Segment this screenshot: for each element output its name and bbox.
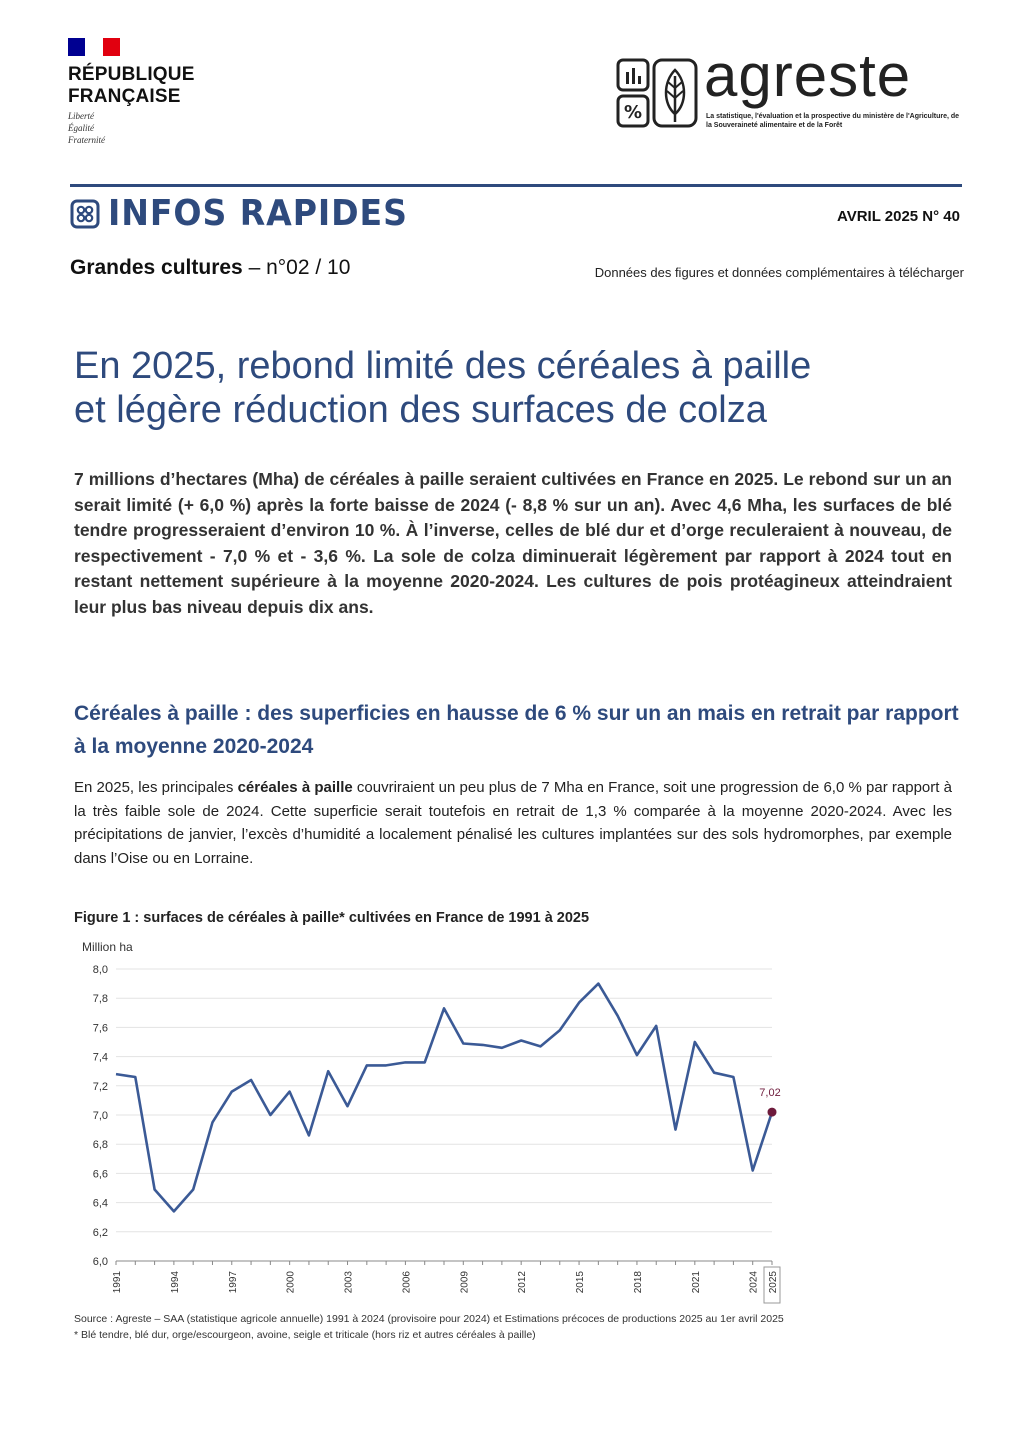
motto-line-1: Liberté	[68, 111, 94, 121]
line-chart	[60, 955, 800, 1310]
y-tick-label: 7,6	[92, 1022, 108, 1035]
x-tick-label: 1991	[112, 1271, 123, 1294]
y-tick-label: 8,0	[92, 964, 108, 976]
y-tick-label: 7,0	[92, 1110, 108, 1122]
figure-title: Figure 1 : surfaces de céréales à paille* cultivées en France de 1991 à 2025	[74, 910, 590, 926]
motto-line-3: Fraternité	[68, 135, 105, 145]
x-tick-label: 1994	[169, 1271, 181, 1294]
page-title	[74, 344, 964, 432]
svg-text:%: %	[623, 102, 643, 123]
agreste-logo-icon	[616, 58, 700, 130]
x-tick-label: 2000	[285, 1271, 297, 1294]
y-tick-label: 7,4	[92, 1051, 108, 1064]
motto-line-2: Égalité	[68, 123, 94, 133]
republic-line-2: FRANÇAISE	[68, 86, 181, 107]
agreste-subtitle: La statistique, l'évaluation et la prospective du ministère de l'Agriculture, de la Souveraineté alimentaire et de la Forêt	[706, 113, 960, 129]
x-tick-label: 2025	[768, 1271, 779, 1294]
lead-paragraph: 7 millions d’hectares (Mha) de céréales à paille seraient cultivées en France en 2025. Le rebond sur un an serait limité (+ 6,0 %) après la forte baisse de 2024 (- 8,8 % sur un an). Avec 4,6 Mha, les surfaces de blé tendre progresseraient d’environ 10 %. À l’inverse, celles de blé dur et d’orge reculeraient à nouveau, de respectivement - 7,0 % et - 3,6 %. La sole de colza diminuerait légèrement par rapport à 2024 tout en restant nettement supérieure à la moyenne 2020-2024. Les cultures de pois protéagineux atteindraient leur plus bas niveau depuis dix ans.	[74, 469, 952, 617]
x-tick-label: 2015	[575, 1271, 587, 1294]
series-name: Grandes cultures	[70, 256, 243, 279]
french-flag-logo	[68, 38, 120, 56]
infos-rapides-icon	[70, 199, 100, 229]
agreste-wordmark: agreste	[704, 42, 912, 109]
figure-source	[74, 1311, 964, 1343]
x-tick-label: 2003	[343, 1271, 355, 1294]
highlight-point	[768, 1108, 777, 1117]
title-line-2: et légère réduction des surfaces de colza	[74, 389, 767, 431]
series-subtitle	[70, 256, 350, 280]
republic-line-1: RÉPUBLIQUE	[68, 64, 195, 85]
series-number: – n°02 / 10	[248, 256, 351, 279]
x-tick-label: 2009	[459, 1271, 471, 1294]
highlight-data-label: 7,02	[759, 1087, 781, 1100]
section-paragraph	[74, 776, 952, 870]
series-title: INFOS RAPIDES	[108, 193, 408, 234]
x-tick-label: 2018	[632, 1271, 644, 1294]
y-tick-label: 7,2	[92, 1080, 108, 1093]
y-axis-unit: Million ha	[82, 940, 133, 954]
y-tick-label: 6,0	[92, 1256, 108, 1268]
y-tick-label: 6,8	[92, 1139, 108, 1152]
y-tick-label: 6,4	[92, 1197, 108, 1210]
y-tick-label: 6,2	[92, 1226, 108, 1239]
series-banner	[70, 194, 434, 234]
x-tick-label: 2021	[690, 1271, 702, 1294]
x-tick-label: 1997	[227, 1271, 239, 1294]
republique-francaise-wordmark	[68, 64, 195, 108]
download-link[interactable]: Données des figures et données complémentaires à télécharger	[594, 265, 964, 280]
source-line: Source : Agreste – SAA (statistique agricole annuelle) 1991 à 2024 (provisoire pour 2024) et Estimations précoces de productions 2025 au 1er avril 2025	[74, 1313, 784, 1325]
y-tick-label: 6,6	[92, 1168, 108, 1181]
y-tick-label: 7,8	[92, 993, 108, 1006]
para-bold-term: céréales à paille	[237, 779, 353, 796]
header-divider	[70, 184, 962, 187]
footnote-line: * Blé tendre, blé dur, orge/escourgeon, avoine, seigle et triticale (hors riz et autres céréales à paille)	[74, 1329, 536, 1341]
x-tick-label: 2012	[517, 1271, 529, 1294]
para-text-2: couvriraient un peu plus de 7 Mha en France, soit une progression de 6,0 % par rapport à la très faible sole de 2024. Cette superficie serait toutefois en retrait de 1,3 % comparée à la moyenne 2020-2024. Avec les précipitations de janvier, l’excès d’humidité a localement pénalisé les cultures implantées sur des sols hydromorphes, par exemple dans l’Oise ou en Lorraine.	[74, 779, 952, 867]
x-tick-label: 2006	[401, 1271, 413, 1294]
x-tick-label: 2024	[748, 1271, 760, 1294]
series-line	[116, 984, 772, 1212]
issue-number: AVRIL 2025 N° 40	[836, 208, 960, 225]
title-line-1: En 2025, rebond limité des céréales à paille	[74, 345, 812, 387]
republic-motto	[68, 110, 105, 146]
section-heading: Céréales à paille : des superficies en hausse de 6 % sur un an mais en retrait par rapport à la moyenne 2020-2024	[74, 702, 959, 758]
para-text-1: En 2025, les principales	[74, 779, 238, 796]
